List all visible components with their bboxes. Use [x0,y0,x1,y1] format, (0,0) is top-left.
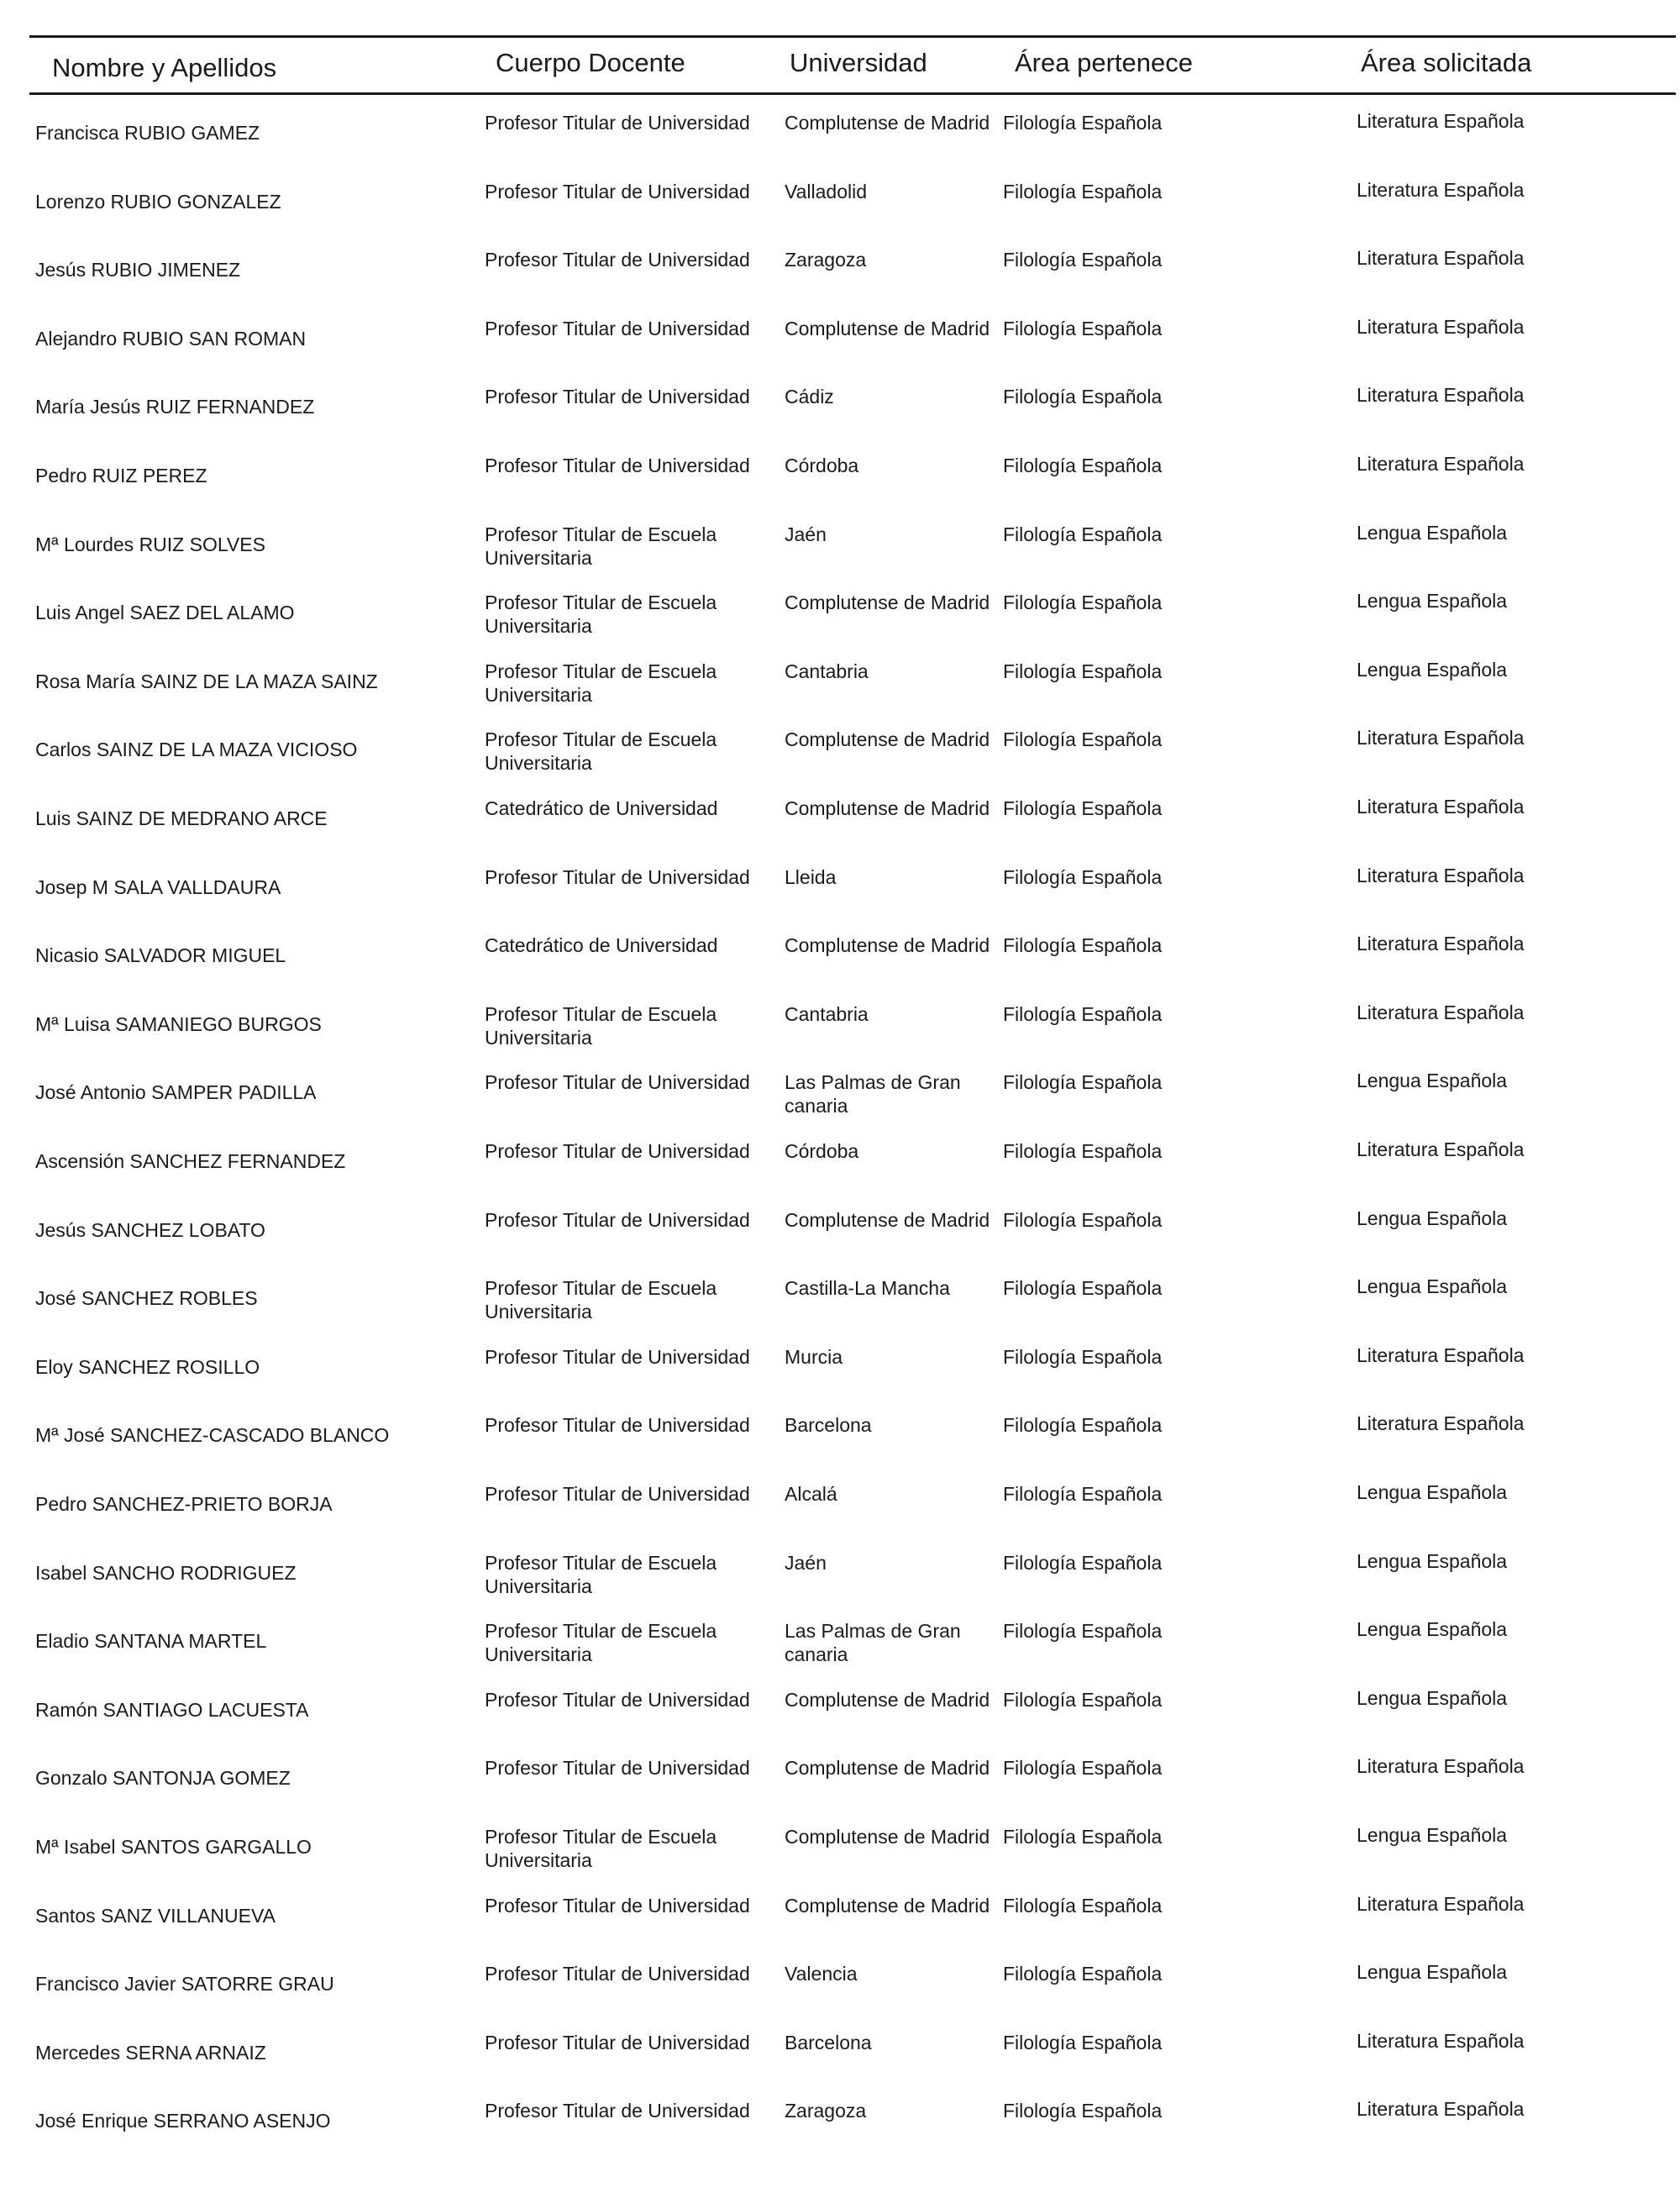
cell-area-solicitada: Literatura Española [1357,1755,1525,1777]
cell-area-solicitada: Literatura Española [1357,110,1525,132]
cell-cuerpo-docente: Profesor Titular de Universidad [485,1140,750,1162]
cell-nombre: Santos SANZ VILLANUEVA [35,1905,276,1927]
cell-area-pertenece: Filología Española [1003,1140,1163,1162]
cell-cuerpo-docente: Profesor Titular de Universidad [485,1346,750,1368]
cell-cuerpo-docente: Profesor Titular de Universidad [485,1895,750,1917]
cell-universidad: Valencia [785,1963,858,1985]
cell-cuerpo-docente: Profesor Titular de Escuela Universitaria [485,592,717,637]
cell-universidad: Las Palmas de Gran canaria [785,1071,961,1117]
cell-nombre: Francisca RUBIO GAMEZ [35,122,260,144]
cell-nombre: Jesús SANCHEZ LOBATO [35,1219,265,1241]
cell-area-pertenece: Filología Española [1003,1071,1163,1093]
cell-nombre: Josep M SALA VALLDAURA [35,876,281,898]
table-row [0,793,1680,860]
cell-area-pertenece: Filología Española [1003,523,1163,545]
table-row [0,1342,1680,1409]
cell-cuerpo-docente: Profesor Titular de Universidad [485,2100,750,2122]
cell-universidad: Complutense de Madrid [785,318,990,339]
cell-area-solicitada: Literatura Española [1357,727,1525,749]
cell-area-pertenece: Filología Española [1003,112,1163,134]
cell-area-solicitada: Literatura Española [1357,384,1525,406]
cell-cuerpo-docente: Profesor Titular de Universidad [485,386,750,408]
cell-area-solicitada: Lengua Española [1357,522,1508,544]
header-area-pertenece: Área pertenece [1015,48,1193,77]
cell-area-solicitada: Literatura Española [1357,316,1525,338]
cell-universidad: Cantabria [785,660,869,682]
cell-universidad: Complutense de Madrid [785,728,990,750]
cell-universidad: Zaragoza [785,2100,867,2122]
cell-nombre: Rosa María SAINZ DE LA MAZA SAINZ [35,670,378,692]
table-row [0,2027,1680,2095]
cell-nombre: Nicasio SALVADOR MIGUEL [35,944,286,966]
cell-nombre: Gonzalo SANTONJA GOMEZ [35,1767,291,1789]
cell-universidad: Complutense de Madrid [785,1689,990,1711]
header-universidad: Universidad [790,48,927,77]
cell-area-pertenece: Filología Española [1003,2100,1163,2122]
cell-cuerpo-docente: Profesor Titular de Escuela Universitaria [485,1826,717,1871]
cell-universidad: Córdoba [785,1140,859,1162]
cell-cuerpo-docente: Profesor Titular de Escuela Universitaria [485,1552,717,1597]
header-bottom-rule [29,92,1676,95]
cell-area-solicitada: Lengua Española [1357,1070,1508,1091]
cell-cuerpo-docente: Profesor Titular de Escuela Universitaria [485,728,717,774]
cell-area-pertenece: Filología Española [1003,592,1163,613]
cell-universidad: Valladolid [785,181,868,202]
table-row [0,2095,1680,2163]
cell-universidad: Complutense de Madrid [785,112,990,134]
cell-area-pertenece: Filología Española [1003,660,1163,682]
cell-area-solicitada: Literatura Española [1357,247,1525,269]
cell-universidad: Complutense de Madrid [785,1209,990,1231]
cell-universidad: Jaén [785,1552,827,1574]
cell-area-solicitada: Literatura Española [1357,2030,1525,2052]
cell-area-solicitada: Lengua Española [1357,1207,1508,1229]
cell-universidad: Complutense de Madrid [785,1895,990,1917]
cell-area-solicitada: Literatura Española [1357,453,1525,475]
cell-area-solicitada: Lengua Española [1357,590,1508,612]
cell-area-solicitada: Literatura Española [1357,1344,1525,1366]
table-row [0,1685,1680,1752]
cell-cuerpo-docente: Profesor Titular de Escuela Universitaria [485,523,717,569]
table-row [0,724,1680,791]
header-area-solicitada: Área solicitada [1361,48,1532,77]
cell-universidad: Complutense de Madrid [785,1826,990,1848]
cell-nombre: José Antonio SAMPER PADILLA [35,1081,317,1103]
cell-area-pertenece: Filología Española [1003,1826,1163,1848]
cell-nombre: Isabel SANCHO RODRIGUEZ [35,1562,297,1584]
table-row [0,656,1680,723]
cell-nombre: Luis SAINZ DE MEDRANO ARCE [35,807,328,829]
cell-nombre: Mª Isabel SANTOS GARGALLO [35,1836,312,1858]
cell-area-pertenece: Filología Española [1003,1963,1163,1985]
cell-area-solicitada: Lengua Española [1357,1481,1508,1503]
cell-area-solicitada: Lengua Española [1357,1275,1508,1297]
cell-cuerpo-docente: Profesor Titular de Universidad [485,866,750,888]
cell-cuerpo-docente: Profesor Titular de Escuela Universitaria [485,1003,717,1049]
cell-cuerpo-docente: Profesor Titular de Universidad [485,1209,750,1231]
cell-universidad: Complutense de Madrid [785,934,990,956]
cell-cuerpo-docente: Profesor Titular de Escuela Universitaria [485,660,717,706]
cell-cuerpo-docente: Profesor Titular de Universidad [485,455,750,476]
cell-area-solicitada: Literatura Española [1357,179,1525,201]
table-row [0,1479,1680,1546]
table-row [0,1136,1680,1203]
table-row [0,999,1680,1066]
table-row [0,245,1680,312]
cell-nombre: Eladio SANTANA MARTEL [35,1630,267,1652]
cell-nombre: Mª Luisa SAMANIEGO BURGOS [35,1013,322,1035]
cell-area-pertenece: Filología Española [1003,1689,1163,1711]
cell-area-pertenece: Filología Española [1003,1757,1163,1779]
cell-area-solicitada: Lengua Española [1357,1550,1508,1572]
cell-nombre: María Jesús RUIZ FERNANDEZ [35,396,315,418]
cell-nombre: Eloy SANCHEZ ROSILLO [35,1356,260,1378]
cell-area-solicitada: Lengua Española [1357,1687,1508,1709]
cell-universidad: Complutense de Madrid [785,797,990,819]
table-row [0,313,1680,381]
cell-nombre: José SANCHEZ ROBLES [35,1287,258,1309]
cell-area-pertenece: Filología Española [1003,934,1163,956]
cell-area-pertenece: Filología Española [1003,455,1163,476]
cell-area-pertenece: Filología Española [1003,1620,1163,1642]
table-row [0,176,1680,244]
cell-cuerpo-docente: Profesor Titular de Universidad [485,1757,750,1779]
cell-area-pertenece: Filología Española [1003,386,1163,408]
cell-cuerpo-docente: Profesor Titular de Universidad [485,1689,750,1711]
cell-area-solicitada: Literatura Española [1357,865,1525,886]
table-row [0,1548,1680,1615]
cell-universidad: Barcelona [785,1414,872,1436]
cell-area-solicitada: Literatura Española [1357,1002,1525,1023]
cell-area-pertenece: Filología Española [1003,249,1163,271]
table-row [0,381,1680,449]
cell-nombre: Francisco Javier SATORRE GRAU [35,1973,334,1995]
table-row [0,1205,1680,1272]
cell-area-pertenece: Filología Española [1003,728,1163,750]
cell-area-pertenece: Filología Española [1003,1895,1163,1917]
table-row [0,1822,1680,1889]
cell-area-solicitada: Literatura Española [1357,933,1525,954]
cell-area-pertenece: Filología Española [1003,1346,1163,1368]
table-row [0,1890,1680,1958]
cell-area-pertenece: Filología Española [1003,797,1163,819]
cell-universidad: Murcia [785,1346,843,1368]
cell-cuerpo-docente: Profesor Titular de Universidad [485,2032,750,2053]
cell-universidad: Alcalá [785,1483,837,1505]
cell-universidad: Cantabria [785,1003,869,1025]
cell-cuerpo-docente: Profesor Titular de Escuela Universitaria [485,1277,717,1322]
cell-universidad: Jaén [785,523,827,545]
cell-cuerpo-docente: Catedrático de Universidad [485,934,718,956]
cell-area-pertenece: Filología Española [1003,1209,1163,1231]
table-row [0,450,1680,518]
cell-area-pertenece: Filología Española [1003,2032,1163,2053]
cell-universidad: Zaragoza [785,249,867,271]
cell-cuerpo-docente: Profesor Titular de Universidad [485,318,750,339]
cell-area-pertenece: Filología Española [1003,1483,1163,1505]
cell-area-pertenece: Filología Española [1003,1552,1163,1574]
header-nombre: Nombre y Apellidos [52,53,277,82]
cell-nombre: Alejandro RUBIO SAN ROMAN [35,328,307,350]
cell-cuerpo-docente: Profesor Titular de Universidad [485,1963,750,1985]
cell-area-solicitada: Lengua Española [1357,659,1508,681]
cell-cuerpo-docente: Profesor Titular de Universidad [485,1414,750,1436]
cell-nombre: Luis Angel SAEZ DEL ALAMO [35,602,295,623]
table-row [0,1410,1680,1477]
cell-universidad: Complutense de Madrid [785,1757,990,1779]
cell-cuerpo-docente: Profesor Titular de Universidad [485,1071,750,1093]
cell-area-pertenece: Filología Española [1003,181,1163,202]
cell-nombre: José Enrique SERRANO ASENJO [35,2110,331,2132]
table-row [0,587,1680,655]
cell-cuerpo-docente: Profesor Titular de Universidad [485,1483,750,1505]
cell-universidad: Lleida [785,866,837,888]
cell-nombre: Mª José SANCHEZ-CASCADO BLANCO [35,1424,390,1446]
cell-nombre: Lorenzo RUBIO GONZALEZ [35,191,281,213]
table-row [0,519,1680,586]
cell-universidad: Castilla-La Mancha [785,1277,950,1299]
cell-cuerpo-docente: Profesor Titular de Universidad [485,181,750,202]
table-row [0,1273,1680,1340]
cell-area-solicitada: Lengua Española [1357,1961,1508,1983]
cell-area-solicitada: Literatura Española [1357,1893,1525,1915]
cell-area-solicitada: Literatura Española [1357,2098,1525,2120]
cell-cuerpo-docente: Profesor Titular de Universidad [485,112,750,134]
cell-universidad: Complutense de Madrid [785,592,990,613]
cell-universidad: Barcelona [785,2032,872,2053]
table-row [0,108,1680,175]
cell-nombre: Mª Lourdes RUIZ SOLVES [35,534,265,555]
table-row [0,1959,1680,2026]
cell-cuerpo-docente: Profesor Titular de Escuela Universitaria [485,1620,717,1665]
cell-area-solicitada: Lengua Española [1357,1618,1508,1640]
cell-area-solicitada: Lengua Española [1357,1824,1508,1846]
table-row [0,862,1680,929]
table-row [0,1753,1680,1820]
cell-area-pertenece: Filología Española [1003,1003,1163,1025]
cell-nombre: Carlos SAINZ DE LA MAZA VICIOSO [35,739,358,760]
cell-area-pertenece: Filología Española [1003,318,1163,339]
table-row [0,930,1680,997]
cell-area-solicitada: Literatura Española [1357,796,1525,818]
table-header [0,38,1680,92]
cell-area-solicitada: Literatura Española [1357,1412,1525,1434]
cell-nombre: Pedro RUIZ PEREZ [35,465,207,486]
cell-universidad: Las Palmas de Gran canaria [785,1620,961,1665]
cell-nombre: Pedro SANCHEZ-PRIETO BORJA [35,1493,333,1515]
table-row [0,1616,1680,1683]
cell-area-pertenece: Filología Española [1003,1414,1163,1436]
cell-nombre: Ramón SANTIAGO LACUESTA [35,1699,309,1721]
cell-area-solicitada: Literatura Española [1357,1138,1525,1160]
cell-nombre: Mercedes SERNA ARNAIZ [35,2042,266,2064]
cell-universidad: Cádiz [785,386,834,408]
table-row [0,1067,1680,1134]
cell-cuerpo-docente: Profesor Titular de Universidad [485,249,750,271]
cell-universidad: Córdoba [785,455,859,476]
header-cuerpo: Cuerpo Docente [496,48,685,77]
cell-area-pertenece: Filología Española [1003,1277,1163,1299]
cell-nombre: Ascensión SANCHEZ FERNANDEZ [35,1150,346,1172]
cell-area-pertenece: Filología Española [1003,866,1163,888]
cell-cuerpo-docente: Catedrático de Universidad [485,797,718,819]
cell-nombre: Jesús RUBIO JIMENEZ [35,259,241,281]
